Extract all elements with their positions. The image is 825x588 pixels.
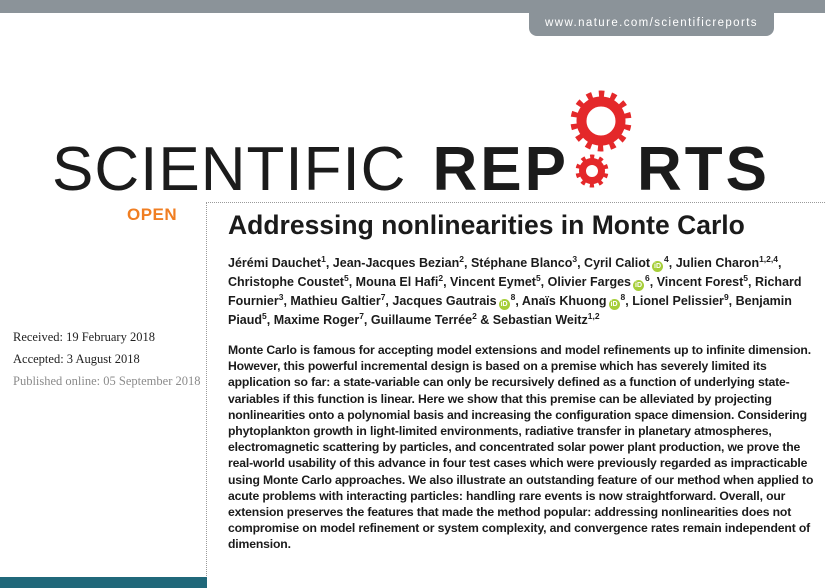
article-dates [13,330,203,396]
author-affiliation-superscript: 3 [572,253,578,264]
author: Guillaume Terrée$^2$ [370,310,477,327]
author: Anaïs Khuong $iD^8$ [521,291,626,308]
author-affiliation-superscript: 9 [723,291,729,302]
author-affiliation-superscript: 3 [278,291,284,302]
logo-word-rts: RTS [636,135,770,204]
published-date: Published online: 05 September 2018 [13,374,201,388]
dotted-divider-horizontal [206,202,825,203]
orcid-icon[interactable]: iD [500,301,508,308]
author: Stéphane Blanco$^3$ [470,253,578,270]
article-main-column [228,208,822,553]
author: Jérémi Dauchet$^1$ [228,253,326,270]
author-affiliation-superscript: 2 [438,272,444,283]
logo-word-scientific: SCIENTIFIC [52,135,407,204]
journal-url-tab[interactable] [529,0,774,36]
red-gear-icon [568,88,638,190]
author-affiliation-superscript: 8 [620,291,626,302]
author-affiliation-superscript: 5 [262,310,267,321]
author: Vincent Forest$^5$ [656,272,749,289]
scientific-reports-logo [52,88,770,205]
author-affiliation-superscript: 5 [343,272,349,283]
author-affiliation-superscript: 1,2,4 [759,253,778,264]
received-date: Received: 19 February 2018 [13,330,155,344]
author-affiliation-superscript: 6 [645,272,650,283]
author: Christophe Coustet$^5$ [228,272,349,289]
author: Jean-Jacques Bezian$^2$ [332,253,464,270]
footer-accent-bar [0,577,207,588]
author-affiliation-superscript: 4 [664,253,669,264]
author-affiliation-superscript: 2 [459,253,464,264]
article-abstract: Monte Carlo is famous for accepting model extensions and model refinements up to infinite dimension. However, this powerful incremental design is based on a premise which has severely limited its application so far: a state-variable can only be recursively defined as a function of underlying state-variables if this function is linear. Here we show that this premise can be alleviated by projecting nonlinearities onto a polynomial basis and increasing the configuration space dimension. Considering phytoplankton growth in light-limited environments, radiative transfer in planetary atmospheres, electromagnetic scattering by particles, and concentrated solar power plant production, we prove the real-world usability of this advance in four test cases which were previously regarded as impracticable using Monte Carlo approaches. We also illustrate an outstanding feature of our method when applied to acute problems with interacting particles: handling rare events is now straightforward. Overall, our extension preserves the features that made the method popular: addressing nonlinearities does not compromise on model refinement or system complexity, and convergence rates remain independent of dimension. [228,343,814,552]
author: Richard Fournier$^3$ [228,275,802,308]
author-affiliation-superscript: 1,2 [587,310,600,321]
journal-url[interactable]: www.nature.com/scientificreports [545,17,758,29]
orcid-icon[interactable]: iD [610,301,618,308]
author: Sebastian Weitz$^{1,2}$ [492,310,600,327]
author: Mouna El Hafi$^2$ [355,272,444,289]
orcid-icon[interactable]: iD [635,282,642,289]
author: Julien Charon$^{1,2,4}$ [675,253,778,270]
dotted-divider-vertical [206,202,207,588]
article-title: Addressing nonlinearities in Monte Carlo [228,210,745,240]
author-affiliation-superscript: 8 [510,291,516,302]
author: Mathieu Galtier$^7$ [290,291,386,308]
orcid-icon[interactable]: iD [654,263,662,270]
open-access-label: OPEN [127,205,178,224]
author-affiliation-superscript: 7 [359,310,364,321]
author: Benjamin Piaud$^5$ [228,294,792,327]
author: Lionel Pelissier$^9$ [632,291,729,308]
author-list: Jérémi Dauchet$^1$, Jean-Jacques Bezian$^2$, Stéphane Blanco$^3$, Cyril Caliot $iD^4$, Julien Charon$^{1,2,4}$, Christophe Coustet$^5$, Mouna El Hafi$^2$, Vincent Eymet$^5$, Olivier Farges $iD^6$, Vincent Forest$^5$, Richard Fournier$^3$, Mathieu Galtier$^7$, Jacques Gautrais $iD^8$, Anaïs Khuong $iD^8$, Lionel Pelissier$^9$, Benjamin Piaud$^5$, Maxime Roger$^7$, Guillaume Terrée$^2$ & Sebastian Weitz$^{1,2}$ [228,253,802,327]
author: Olivier Farges $iD^6$ [547,272,650,289]
author: Maxime Roger$^7$ [273,310,364,327]
logo-word-rep: REP [432,135,569,204]
author: Vincent Eymet$^5$ [450,272,541,289]
accepted-date: Accepted: 3 August 2018 [13,352,140,366]
author-affiliation-superscript: 5 [743,272,749,283]
author: Jacques Gautrais $iD^8$ [392,291,516,308]
author-affiliation-superscript: 7 [380,291,386,302]
author-affiliation-superscript: 1 [321,253,326,264]
author: Cyril Caliot $iD^4$ [584,253,669,270]
author-affiliation-superscript: 5 [535,272,541,283]
author-affiliation-superscript: 2 [472,310,477,321]
